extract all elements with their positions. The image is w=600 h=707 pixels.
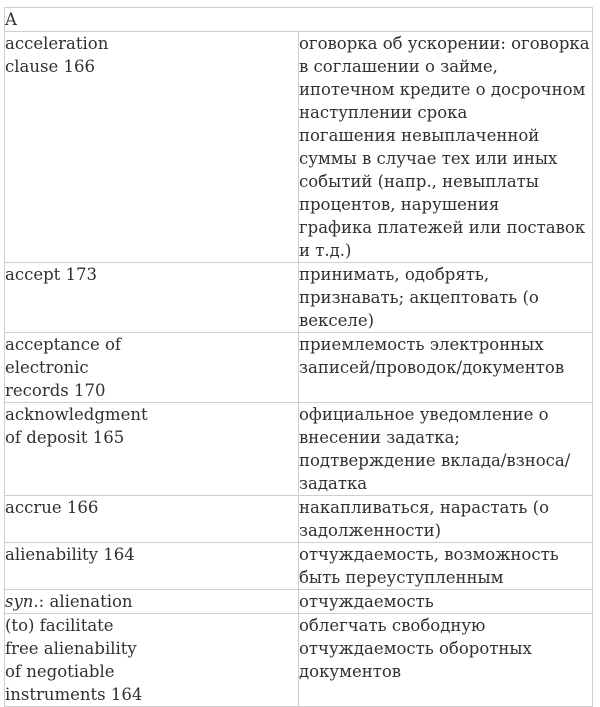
term-line: (to) facilitate — [5, 616, 114, 635]
definition-line: векселе) — [299, 311, 375, 330]
definition-line: отчуждаемость, возможность быть переуступленным — [299, 545, 559, 587]
definition-line: записей/проводок/документов — [299, 358, 565, 377]
term-cell — [5, 614, 299, 707]
table-row — [5, 496, 593, 543]
table-row — [5, 403, 593, 496]
synonym-abbreviation: syn. — [5, 592, 39, 611]
term-line: alienability 164 — [5, 545, 135, 564]
term-line: acknowledgment — [5, 405, 148, 424]
definition-cell — [299, 496, 593, 543]
definition-cell — [299, 403, 593, 496]
section-letter-header: A — [5, 8, 593, 32]
definition-line: накапливаться, нарастать (о задолженности) — [299, 498, 550, 540]
term-line: accept 173 — [5, 265, 98, 284]
term-line: acceptance of — [5, 335, 122, 354]
definition-cell — [299, 32, 593, 263]
term-line: electronic — [5, 358, 89, 377]
table-row — [5, 263, 593, 333]
definition-line: подтверждение вклада/взноса/задатка — [299, 451, 571, 493]
definition-cell — [299, 590, 593, 614]
definition-line: облегчать свободную отчуждаемость оборотных — [299, 616, 532, 658]
table-row — [5, 32, 593, 263]
term-line: instruments 164 — [5, 685, 143, 704]
definition-line: документов — [299, 662, 402, 681]
term-cell — [5, 496, 299, 543]
term-cell — [5, 263, 299, 333]
term-line: accrue 166 — [5, 498, 99, 517]
section-header-row — [5, 8, 593, 32]
term-cell — [5, 543, 299, 590]
term-line: acceleration — [5, 34, 109, 53]
term-line: of deposit 165 — [5, 428, 125, 447]
term-line: records 170 — [5, 381, 106, 400]
term-cell — [5, 333, 299, 403]
definition-line: оговорка об ускорении: оговорка в соглашении о займе, — [299, 34, 590, 76]
term-line: free alienability — [5, 639, 137, 658]
term-cell — [5, 403, 299, 496]
table-row — [5, 590, 593, 614]
term-cell — [5, 590, 299, 614]
definition-cell — [299, 333, 593, 403]
term-line: of negotiable — [5, 662, 115, 681]
table-row — [5, 333, 593, 403]
definition-line: событий (напр., невыплаты процентов, нарушения — [299, 172, 539, 214]
definition-cell — [299, 263, 593, 333]
term-line: syn.: alienation — [5, 592, 133, 611]
table-row — [5, 614, 593, 707]
definition-line: принимать, одобрять, признавать; акцептовать (о — [299, 265, 539, 307]
dictionary-table-body — [5, 8, 593, 707]
definition-line: графика платежей или поставок и т.д.) — [299, 218, 586, 260]
table-row — [5, 543, 593, 590]
term-cell — [5, 32, 299, 263]
definition-line: приемлемость электронных — [299, 335, 544, 354]
definition-line: погашения невыплаченной суммы в случае тех или иных — [299, 126, 558, 168]
term-line: clause 166 — [5, 57, 95, 76]
definition-cell — [299, 543, 593, 590]
definition-line: ипотечном кредите о досрочном наступлении срока — [299, 80, 586, 122]
dictionary-table — [4, 7, 593, 707]
definition-line: официальное уведомление о внесении задатка; — [299, 405, 549, 447]
definition-cell — [299, 614, 593, 707]
definition-line: отчуждаемость — [299, 592, 434, 611]
